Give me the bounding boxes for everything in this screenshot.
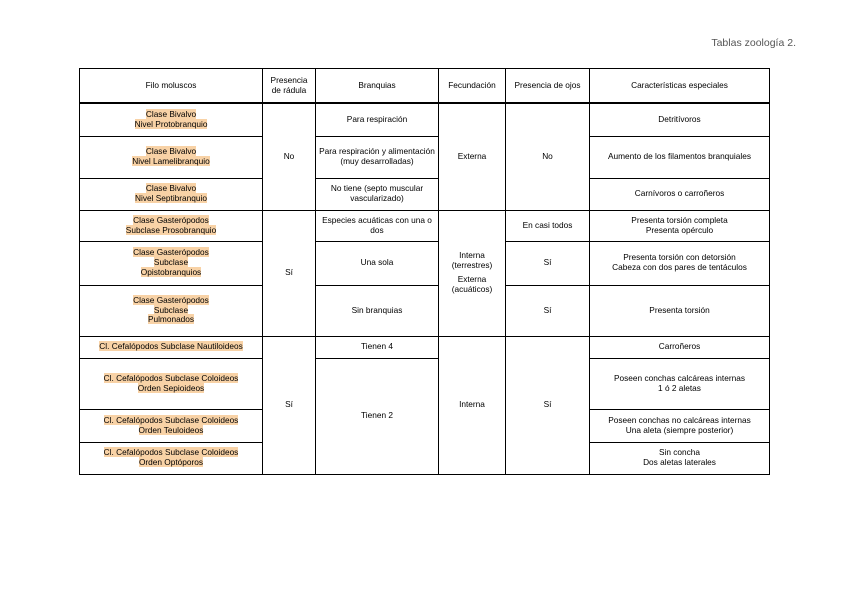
filo-line: Orden Optóporos xyxy=(138,457,204,467)
caracteristica-line: Sin concha xyxy=(658,447,701,458)
filo-cell xyxy=(80,136,263,178)
filo-line: Opistobranquios xyxy=(140,266,202,277)
caracteristicas-cell xyxy=(590,103,770,136)
table-row xyxy=(80,178,770,210)
header-ojos: Presencia de ojos xyxy=(506,69,590,104)
caracteristicas-cell xyxy=(590,358,770,409)
radula-cell: Sí xyxy=(263,210,316,336)
table-row xyxy=(80,285,770,336)
fecundacion-line: (acuáticos) xyxy=(451,283,493,294)
caracteristica-line: Cabeza con dos pares de tentáculos xyxy=(612,262,747,272)
caracteristicas-cell xyxy=(590,136,770,178)
fecundacion-line: Interna xyxy=(459,250,485,261)
filo-cell xyxy=(80,178,263,210)
mollusc-table xyxy=(79,68,770,475)
filo-line: Clase Gasterópodos xyxy=(133,214,209,225)
page-title: Tablas zoología 2. xyxy=(711,37,796,49)
filo-line: Cl. Cefalópodos Subclase Coloideos xyxy=(103,447,239,458)
caracteristica-line: Presenta torsión completa xyxy=(631,214,728,225)
filo-line: Clase Bivalvo xyxy=(145,146,197,157)
caracteristicas-cell xyxy=(590,241,770,285)
filo-cell xyxy=(80,241,263,285)
table-row xyxy=(80,210,770,241)
table-row xyxy=(80,241,770,285)
header-branquias: Branquias xyxy=(316,69,439,104)
caracteristicas-cell xyxy=(590,178,770,210)
branquias-cell: Para respiración y alimentación (muy desarrolladas) xyxy=(316,136,439,178)
ojos-cell: No xyxy=(506,103,590,210)
filo-cell xyxy=(80,409,263,442)
filo-cell xyxy=(80,442,263,474)
caracteristica-line: Carroñeros xyxy=(658,341,701,352)
caracteristicas-cell xyxy=(590,336,770,358)
caracteristica-line: Detritívoros xyxy=(658,113,701,124)
branquias-cell: Especies acuáticas con una o dos xyxy=(316,210,439,241)
filo-cell xyxy=(80,210,263,241)
ojos-cell: Sí xyxy=(506,336,590,474)
table-header-row xyxy=(80,69,770,104)
table-row xyxy=(80,103,770,136)
radula-cell: Sí xyxy=(263,336,316,474)
ojos-cell: Sí xyxy=(506,285,590,336)
table-row xyxy=(80,358,770,409)
branquias-cell: Tienen 4 xyxy=(316,336,439,358)
filo-cell xyxy=(80,103,263,136)
filo-line: Clase Gasterópodos xyxy=(133,247,209,258)
caracteristica-line: Presenta opérculo xyxy=(645,224,714,235)
filo-line: Nivel Lamelibranquio xyxy=(132,156,210,166)
caracteristica-line: Presenta torsión con detorsión xyxy=(623,252,736,263)
filo-cell xyxy=(80,358,263,409)
header-fecundacion: Fecundación xyxy=(439,69,506,104)
caracteristica-line: 1 ó 2 aletas xyxy=(658,382,701,393)
filo-line: Cl. Cefalópodos Subclase Coloideos xyxy=(103,372,239,383)
ojos-cell: Sí xyxy=(506,241,590,285)
filo-line: Clase Bivalvo xyxy=(145,108,197,119)
fecundacion-line: (terrestres) xyxy=(451,260,493,271)
header-radula: Presencia de rádula xyxy=(263,69,316,104)
caracteristica-line: Aumento de los filamentos branquiales xyxy=(608,151,751,162)
caracteristicas-cell xyxy=(590,409,770,442)
filo-line: Subclase Prosobranquio xyxy=(125,224,217,235)
caracteristica-line: Una aleta (siempre posterior) xyxy=(625,424,734,435)
caracteristicas-cell xyxy=(590,285,770,336)
filo-line: Pulmonados xyxy=(147,314,195,325)
filo-line: Orden Sepioideos xyxy=(137,382,205,393)
branquias-cell: Tienen 2 xyxy=(316,358,439,474)
radula-cell: No xyxy=(263,103,316,210)
caracteristica-line: Poseen conchas calcáreas internas xyxy=(614,372,745,383)
filo-line: Clase Gasterópodos xyxy=(133,294,209,305)
filo-line: Cl. Cefalópodos Subclase Nautiloideos xyxy=(99,341,243,352)
branquias-cell: Sin branquias xyxy=(316,285,439,336)
table-row xyxy=(80,136,770,178)
table-row xyxy=(80,336,770,358)
caracteristica-line: Dos aletas laterales xyxy=(643,457,716,467)
filo-line: Nivel Protobranquio xyxy=(134,118,208,129)
filo-line: Subclase xyxy=(153,257,189,268)
caracteristica-line: Carnívoros o carroñeros xyxy=(634,188,725,199)
fecundacion-cell: Interna xyxy=(439,336,506,474)
fecundacion-cell: Externa xyxy=(439,103,506,210)
filo-cell xyxy=(80,285,263,336)
filo-line: Clase Bivalvo xyxy=(145,183,197,194)
filo-cell xyxy=(80,336,263,358)
branquias-cell: Para respiración xyxy=(316,103,439,136)
filo-line: Cl. Cefalópodos Subclase Coloideos xyxy=(103,414,239,425)
filo-line: Orden Teuloideos xyxy=(138,424,204,435)
branquias-cell: Una sola xyxy=(316,241,439,285)
caracteristicas-cell xyxy=(590,442,770,474)
header-filo: Filo moluscos xyxy=(80,69,263,104)
branquias-cell: No tiene (septo muscular vascularizado) xyxy=(316,178,439,210)
fecundacion-cell xyxy=(439,210,506,336)
caracteristicas-cell xyxy=(590,210,770,241)
ojos-cell: En casi todos xyxy=(506,210,590,241)
caracteristica-line: Presenta torsión xyxy=(649,304,710,315)
filo-line: Nivel Septibranquio xyxy=(135,193,207,203)
filo-line: Subclase xyxy=(153,304,189,315)
header-caracteristicas: Características especiales xyxy=(590,69,770,104)
caracteristica-line: Poseen conchas no calcáreas internas xyxy=(608,414,751,425)
fecundacion-line: Externa xyxy=(457,274,487,284)
